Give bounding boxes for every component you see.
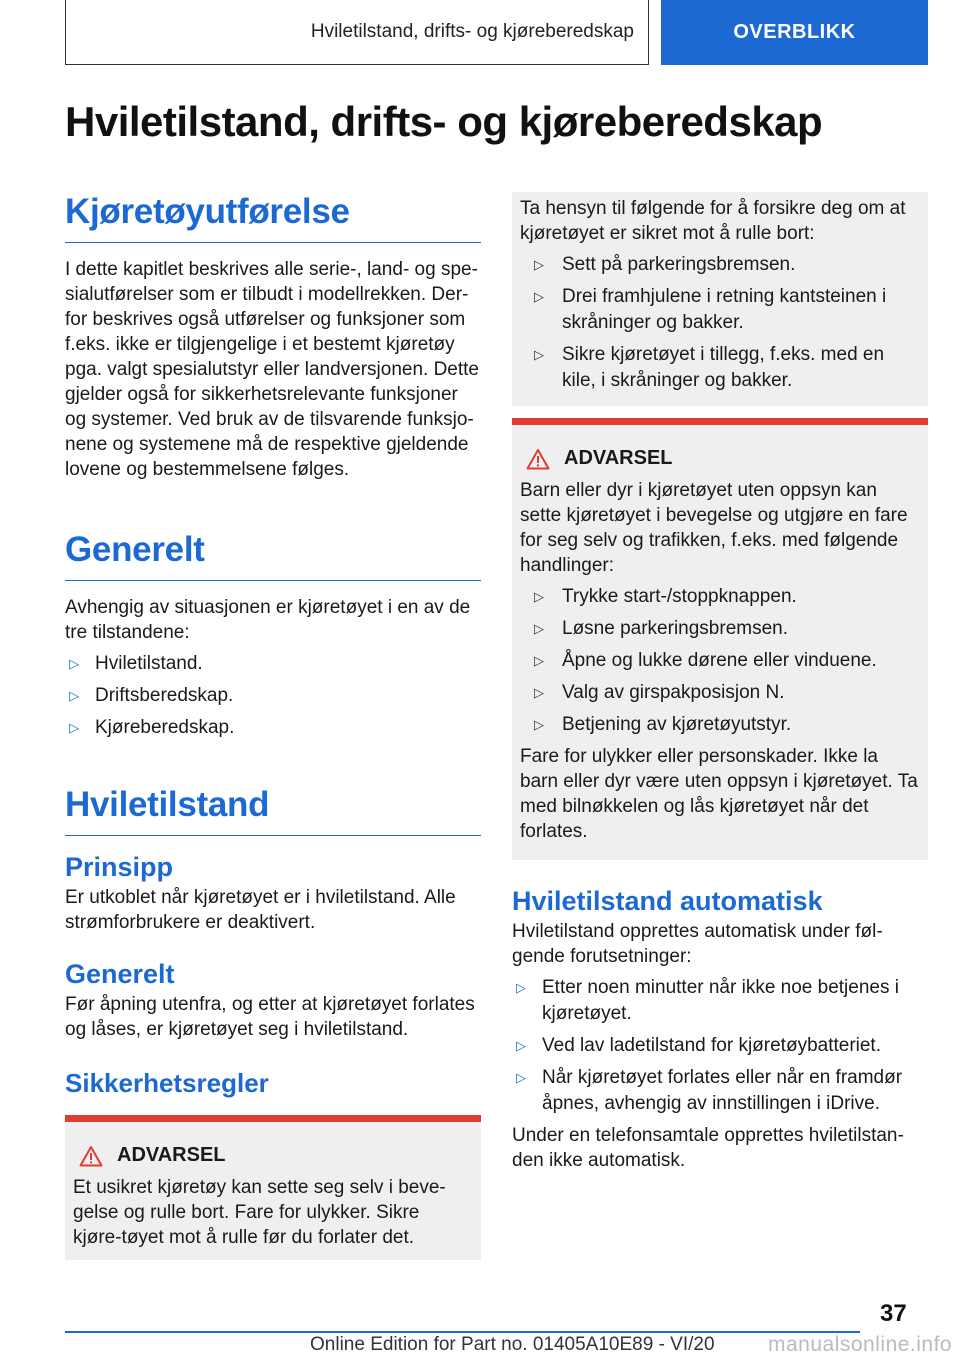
list-item (520, 252, 920, 278)
warning-triangle-icon (526, 448, 550, 470)
list-item (512, 1065, 928, 1117)
list-item (520, 342, 920, 394)
list-item-text: Hviletilstand. (95, 653, 203, 674)
warning-label: ADVARSEL (117, 1144, 226, 1166)
list-item (520, 712, 920, 738)
list-item (520, 584, 920, 610)
section-title-hviletilstand: Hviletilstand (65, 785, 481, 836)
triangle-bullet-icon: ▷ (69, 720, 79, 735)
triangle-bullet-icon: ▷ (69, 688, 79, 703)
page-number: 37 (880, 1300, 907, 1327)
section-text-kjoretoyutforelse: I dette kapitlet beskrives alle serie-, land- og spe-sialutførelser som er tilbudt i modellrekken. Der-for beskrives også utførelser og funksjoner som f.eks. ikke er tilgjengelige i et bestemt kjøretøy pga. valgt spesialutstyr eller landversjonen. Dette gjelder også for sikkerhetsrelevante funksjoner og systemer. Ved bruk av de tilsvarende funksjo-nene og systemene må de respektive gjeldende lovene og bestemmelsene følges. (65, 259, 480, 480)
rolling-safety-list (520, 252, 920, 394)
list-item-text: Løsne parkeringsbremsen. (562, 618, 788, 639)
warning-text: Barn eller dyr i kjøretøyet uten oppsyn kan sette kjøretøyet i bevegelse og utgjøre en fare for seg selv og trafikken, f.eks. med følgende handlinger: (520, 480, 908, 576)
list-item-text: Åpne og lukke dørene eller vinduene. (562, 650, 877, 671)
subsection-title-prinsipp: Prinsipp (65, 852, 174, 882)
list-item-text: Valg av girspakposisjon N. (562, 682, 785, 703)
list-item-text: Kjøreberedskap. (95, 717, 235, 738)
state-list (65, 651, 481, 741)
list-item-text: Når kjøretøyet forlates eller når en framdør åpnes, avhengig av innstillingen i iDrive. (542, 1067, 903, 1114)
list-item (520, 284, 920, 336)
left-column (65, 192, 481, 1260)
warning-label: ADVARSEL (564, 447, 673, 469)
list-item-text: Sikre kjøretøyet i tillegg, f.eks. med en kile, i skråninger og bakker. (562, 344, 885, 391)
rolling-safety-box (512, 192, 928, 406)
page-header (65, 0, 928, 65)
triangle-bullet-icon: ▷ (534, 621, 544, 636)
subsection-title-hviletilstand-automatisk: Hviletilstand automatisk (512, 886, 823, 916)
warning-heading (73, 1144, 473, 1167)
subsection-text-prinsipp: Er utkoblet når kjøretøyet er i hviletilstand. Alle strømforbrukere er deaktivert. (65, 887, 456, 933)
auto-conclusion: Under en telefonsamtale opprettes hviletilstan-den ikke automatisk. (512, 1125, 904, 1171)
list-item (520, 616, 920, 642)
footer-edition: Online Edition for Part no. 01405A10E89 - VI/20 (310, 1334, 715, 1355)
list-item (512, 1033, 928, 1059)
watermark: manualsonline.info (768, 1333, 953, 1356)
page-title: Hviletilstand, drifts- og kjøreberedskap (65, 98, 823, 145)
warning-heading (520, 447, 920, 470)
list-item-text: Betjening av kjøretøyutstyr. (562, 714, 792, 735)
auto-condition-list (512, 975, 928, 1117)
warning-box (65, 1115, 481, 1260)
right-column (512, 192, 928, 1173)
section-title-generelt: Generelt (65, 530, 481, 581)
warning-conclusion: Fare for ulykker eller personskader. Ikke la barn eller dyr være uten oppsyn i kjøretøyet. Ta med bilnøkkelen og lås kjøretøyet når det forlates. (520, 746, 918, 842)
warning-action-list (520, 584, 920, 738)
header-section-title: Hviletilstand, drifts- og kjøreberedskap (65, 0, 649, 65)
triangle-bullet-icon: ▷ (516, 1070, 526, 1085)
triangle-bullet-icon: ▷ (534, 347, 544, 362)
triangle-bullet-icon: ▷ (534, 589, 544, 604)
subsection-text-generelt: Før åpning utenfra, og etter at kjøretøyet forlates og låses, er kjøretøyet seg i hviletilstand. (65, 994, 475, 1040)
rolling-safety-text: Ta hensyn til følgende for å forsikre deg om at kjøretøyet er sikret mot å rulle bort: (520, 198, 906, 244)
list-item (65, 683, 481, 709)
triangle-bullet-icon: ▷ (534, 717, 544, 732)
list-item (520, 680, 920, 706)
header-tab-overblikk[interactable]: OVERBLIKK (661, 0, 928, 65)
triangle-bullet-icon: ▷ (534, 685, 544, 700)
list-item (65, 715, 481, 741)
section-title-kjoretoyutforelse: Kjøretøyutførelse (65, 192, 481, 243)
triangle-bullet-icon: ▷ (516, 980, 526, 995)
list-item (512, 975, 928, 1027)
warning-triangle-icon (79, 1145, 103, 1167)
warning-text: Et usikret kjøretøy kan sette seg selv i beve-gelse og rulle bort. Fare for ulykker. Sikre kjøre-tøyet mot å rulle før du forlater det. (73, 1177, 446, 1248)
section-text-generelt: Avhengig av situasjonen er kjøretøyet i en av de tre tilstandene: (65, 597, 471, 643)
list-item-text: Ved lav ladetilstand for kjøretøybatteriet. (542, 1035, 881, 1056)
subsection-text-hviletilstand-automatisk: Hviletilstand opprettes automatisk under føl-gende forutsetninger: (512, 921, 883, 967)
triangle-bullet-icon: ▷ (534, 257, 544, 272)
list-item (65, 651, 481, 677)
list-item-text: Sett på parkeringsbremsen. (562, 254, 796, 275)
triangle-bullet-icon: ▷ (534, 653, 544, 668)
triangle-bullet-icon: ▷ (69, 656, 79, 671)
subsection-title-sikkerhetsregler: Sikkerhetsregler (65, 1068, 269, 1098)
warning-box (512, 418, 928, 860)
footer-rule (65, 1331, 860, 1333)
list-item (520, 648, 920, 674)
list-item-text: Driftsberedskap. (95, 685, 234, 706)
triangle-bullet-icon: ▷ (516, 1038, 526, 1053)
list-item-text: Etter noen minutter når ikke noe betjenes i kjøretøyet. (542, 977, 899, 1024)
list-item-text: Trykke start-/stoppknappen. (562, 586, 797, 607)
subsection-title-generelt: Generelt (65, 959, 175, 989)
triangle-bullet-icon: ▷ (534, 289, 544, 304)
list-item-text: Drei framhjulene i retning kantsteinen i skråninger og bakker. (562, 286, 887, 333)
